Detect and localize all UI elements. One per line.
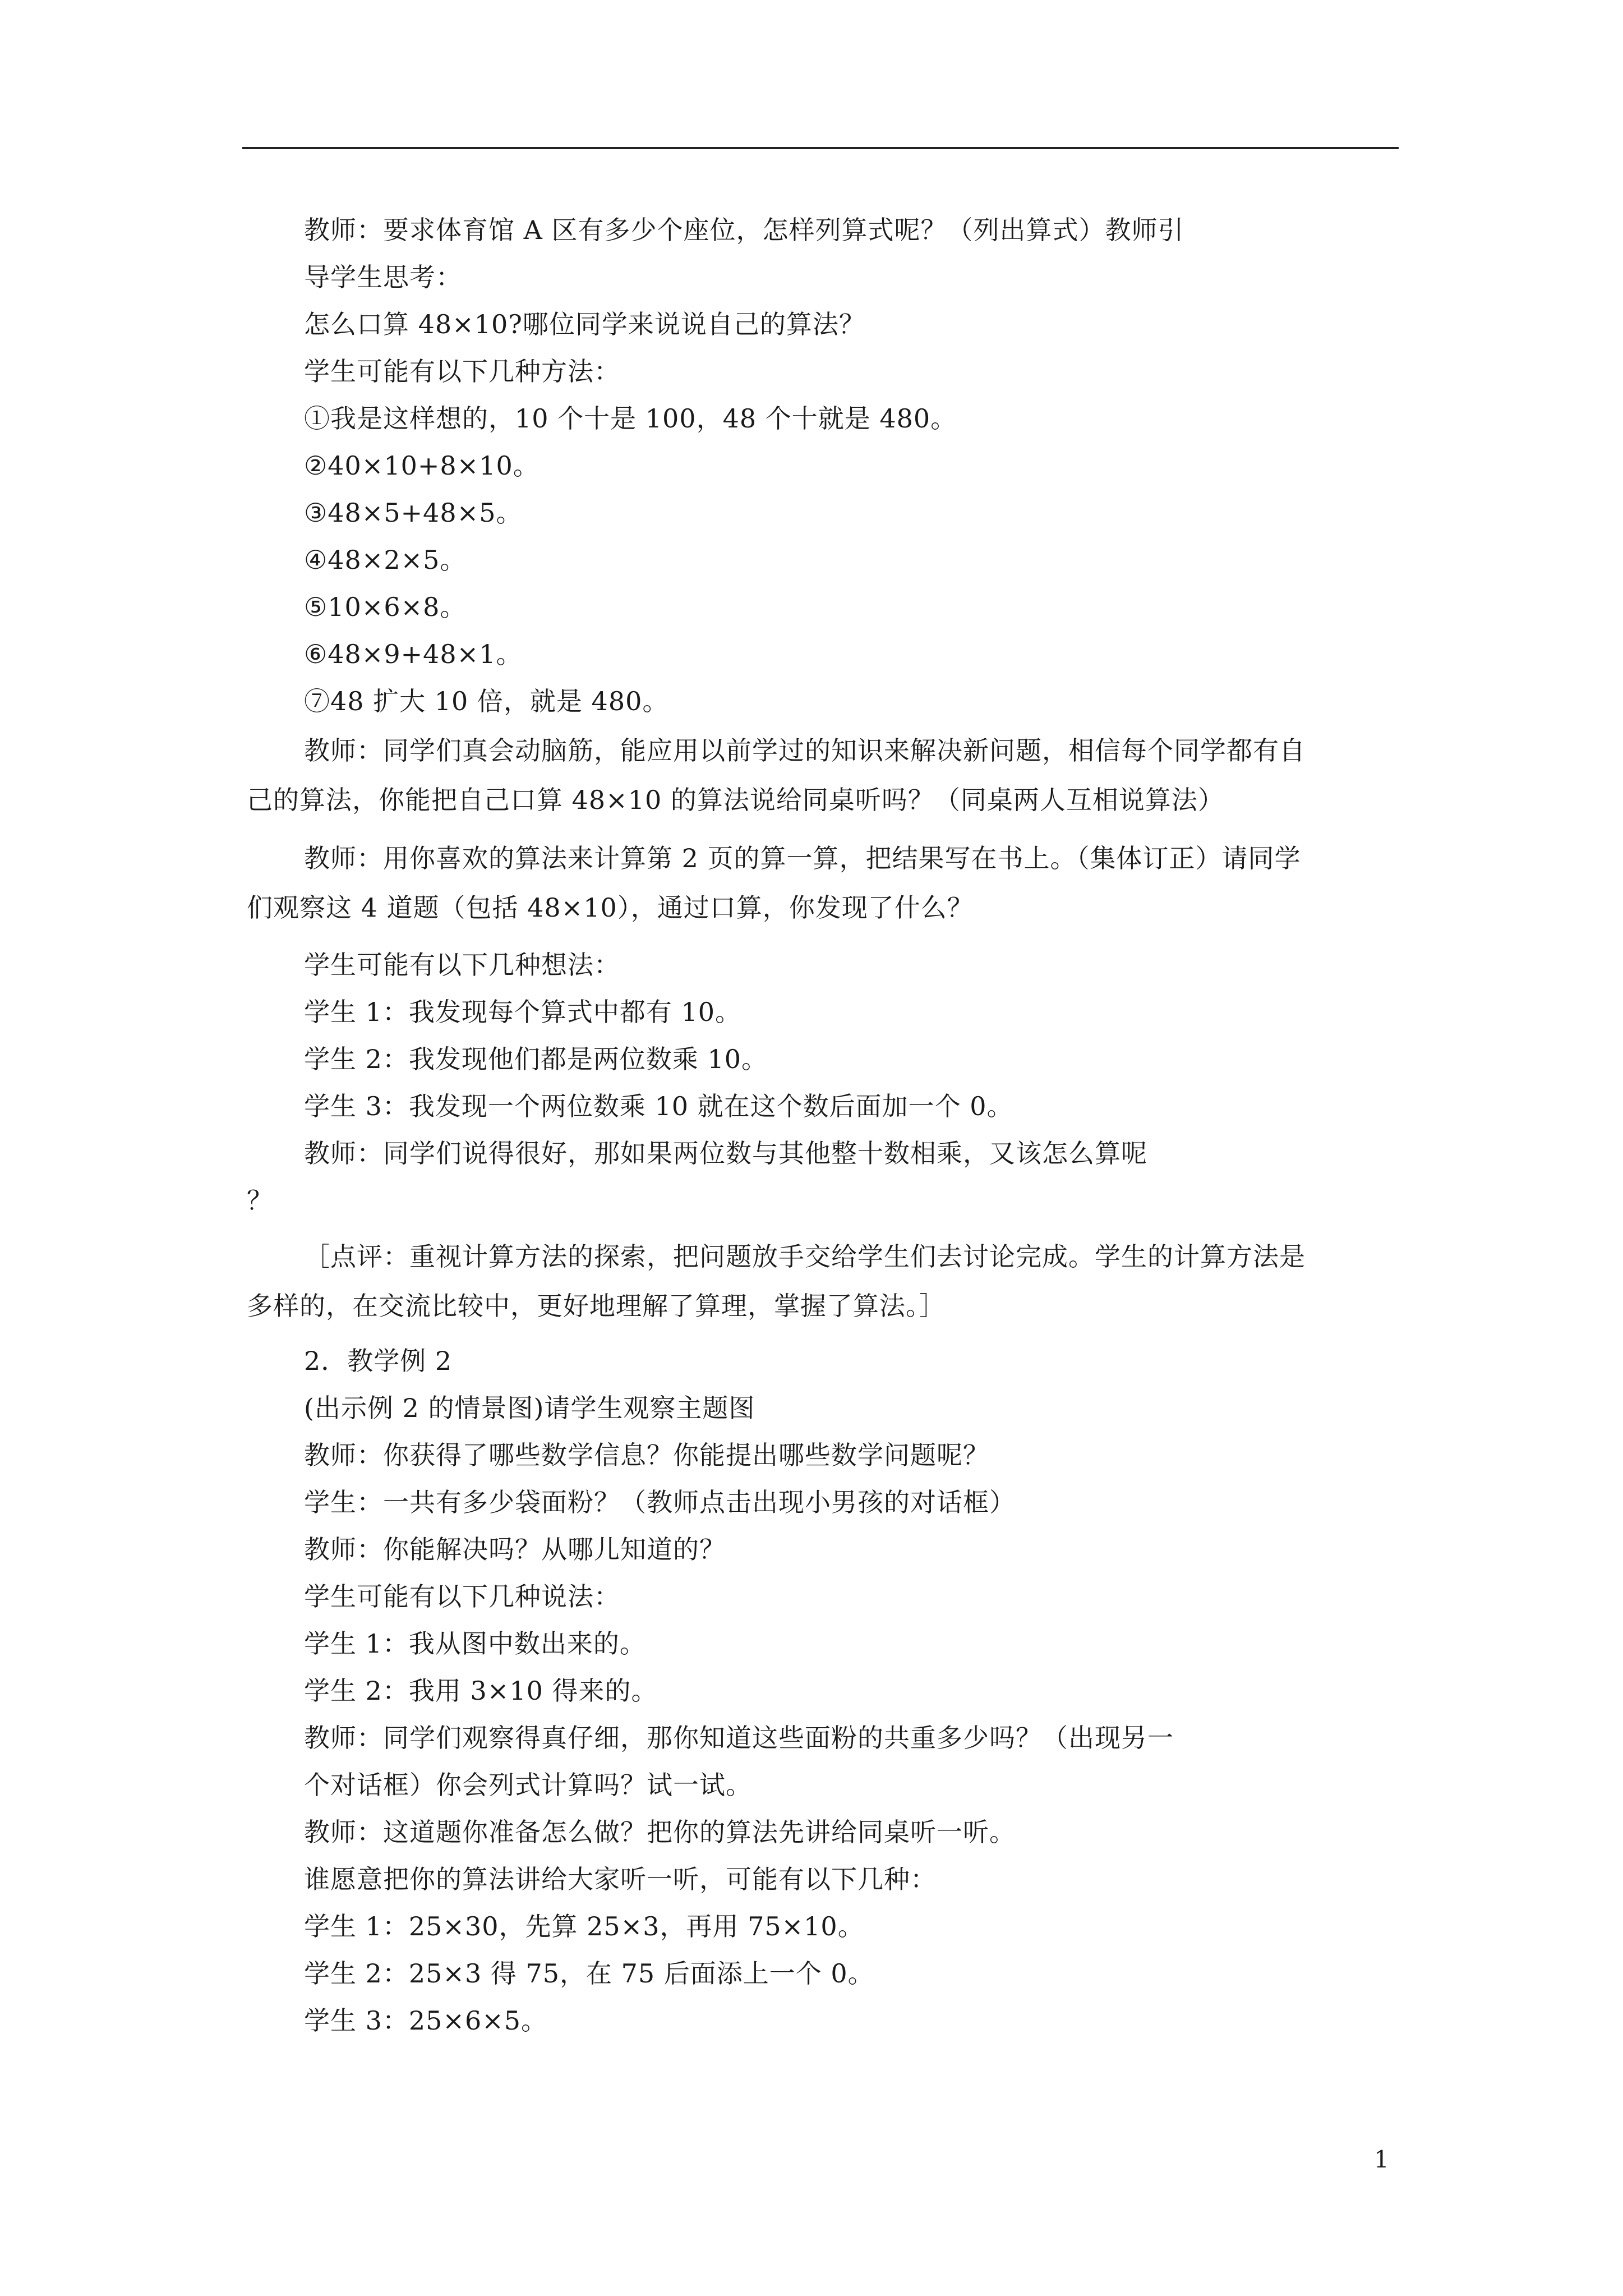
- text-line: 学生 2：我发现他们都是两位数乘 10。: [304, 1044, 768, 1074]
- text-line: 学生 2：我用 3×10 得来的。: [304, 1676, 658, 1706]
- text-line: 学生可能有以下几种说法：: [304, 1581, 620, 1612]
- text-line: ⑥48×9+48×1。: [304, 639, 523, 669]
- text-line: 学生 1：我发现每个算式中都有 10。: [304, 997, 742, 1027]
- text-line: 教师：用你喜欢的算法来计算第 2 页的算一算，把结果写在书上。（集体订正）请同学: [304, 843, 1301, 873]
- header-rule: [242, 147, 1399, 149]
- text-line: ③48×5+48×5。: [304, 498, 523, 528]
- text-line: 怎么口算 48×10?哪位同学来说说自己的算法？: [304, 309, 865, 339]
- text-line: ④48×2×5。: [304, 545, 467, 575]
- text-line: 学生 3：我发现一个两位数乘 10 就在这个数后面加一个 0。: [304, 1091, 1013, 1121]
- text-line: 己的算法，你能把自己口算 48×10 的算法说给同桌听吗？（同桌两人互相说算法）: [247, 785, 1224, 815]
- text-line: 教师：你获得了哪些数学信息？你能提出哪些数学问题呢？: [304, 1440, 989, 1470]
- text-line: 教师：你能解决吗？从哪儿知道的？: [304, 1534, 726, 1565]
- text-line: ②40×10+8×10。: [304, 450, 540, 481]
- text-line: ⑦48 扩大 10 倍，就是 480。: [304, 686, 669, 716]
- text-line: ？: [247, 1185, 273, 1216]
- text-line: 教师：要求体育馆 A 区有多少个座位，怎样列算式呢？（列出算式）教师引: [304, 215, 1184, 245]
- text-line: 教师：同学们观察得真仔细，那你知道这些面粉的共重多少吗？（出现另一: [304, 1723, 1174, 1753]
- text-line: 教师：这道题你准备怎么做？把你的算法先讲给同桌听一听。: [304, 1817, 1016, 1847]
- text-line: 学生 2：25×3 得 75，在 75 后面添上一个 0。: [304, 1958, 874, 1989]
- text-line: 教师：同学们说得很好，那如果两位数与其他整十数相乘，又该怎么算呢: [304, 1138, 1147, 1168]
- text-line: 学生 1：25×30，先算 25×3，再用 75×10。: [304, 1911, 864, 1941]
- page-number: 1: [1374, 2146, 1389, 2173]
- text-line: ①我是这样想的，10 个十是 100，48 个十就是 480。: [304, 403, 957, 434]
- text-line: 们观察这 4 道题（包括 48×10），通过口算，你发现了什么？: [247, 892, 974, 923]
- text-line: 2．教学例 2: [304, 1346, 453, 1376]
- text-line: 谁愿意把你的算法讲给大家听一听，可能有以下几种：: [304, 1864, 937, 1894]
- text-line: 多样的，在交流比较中，更好地理解了算理，掌握了算法。］: [247, 1291, 946, 1321]
- text-line: 学生可能有以下几种想法：: [304, 950, 620, 980]
- text-line: 学生 3：25×6×5。: [304, 2005, 548, 2036]
- text-line: 个对话框）你会列式计算吗？试一试。: [304, 1770, 752, 1800]
- text-line: 学生可能有以下几种方法：: [304, 356, 620, 386]
- text-line: 导学生思考：: [304, 262, 462, 292]
- text-line: 学生 1：我从图中数出来的。: [304, 1628, 646, 1659]
- text-line: (出示例 2 的情景图)请学生观察主题图: [304, 1393, 755, 1423]
- text-line: 学生：一共有多少袋面粉？（教师点击出现小男孩的对话框）: [304, 1487, 1016, 1517]
- text-line: ⑤10×6×8。: [304, 592, 467, 622]
- text-line: 教师：同学们真会动脑筋，能应用以前学过的知识来解决新问题，相信每个同学都有自: [304, 735, 1306, 766]
- text-line: ［点评：重视计算方法的探索，把问题放手交给学生们去讨论完成。学生的计算方法是: [304, 1241, 1306, 1272]
